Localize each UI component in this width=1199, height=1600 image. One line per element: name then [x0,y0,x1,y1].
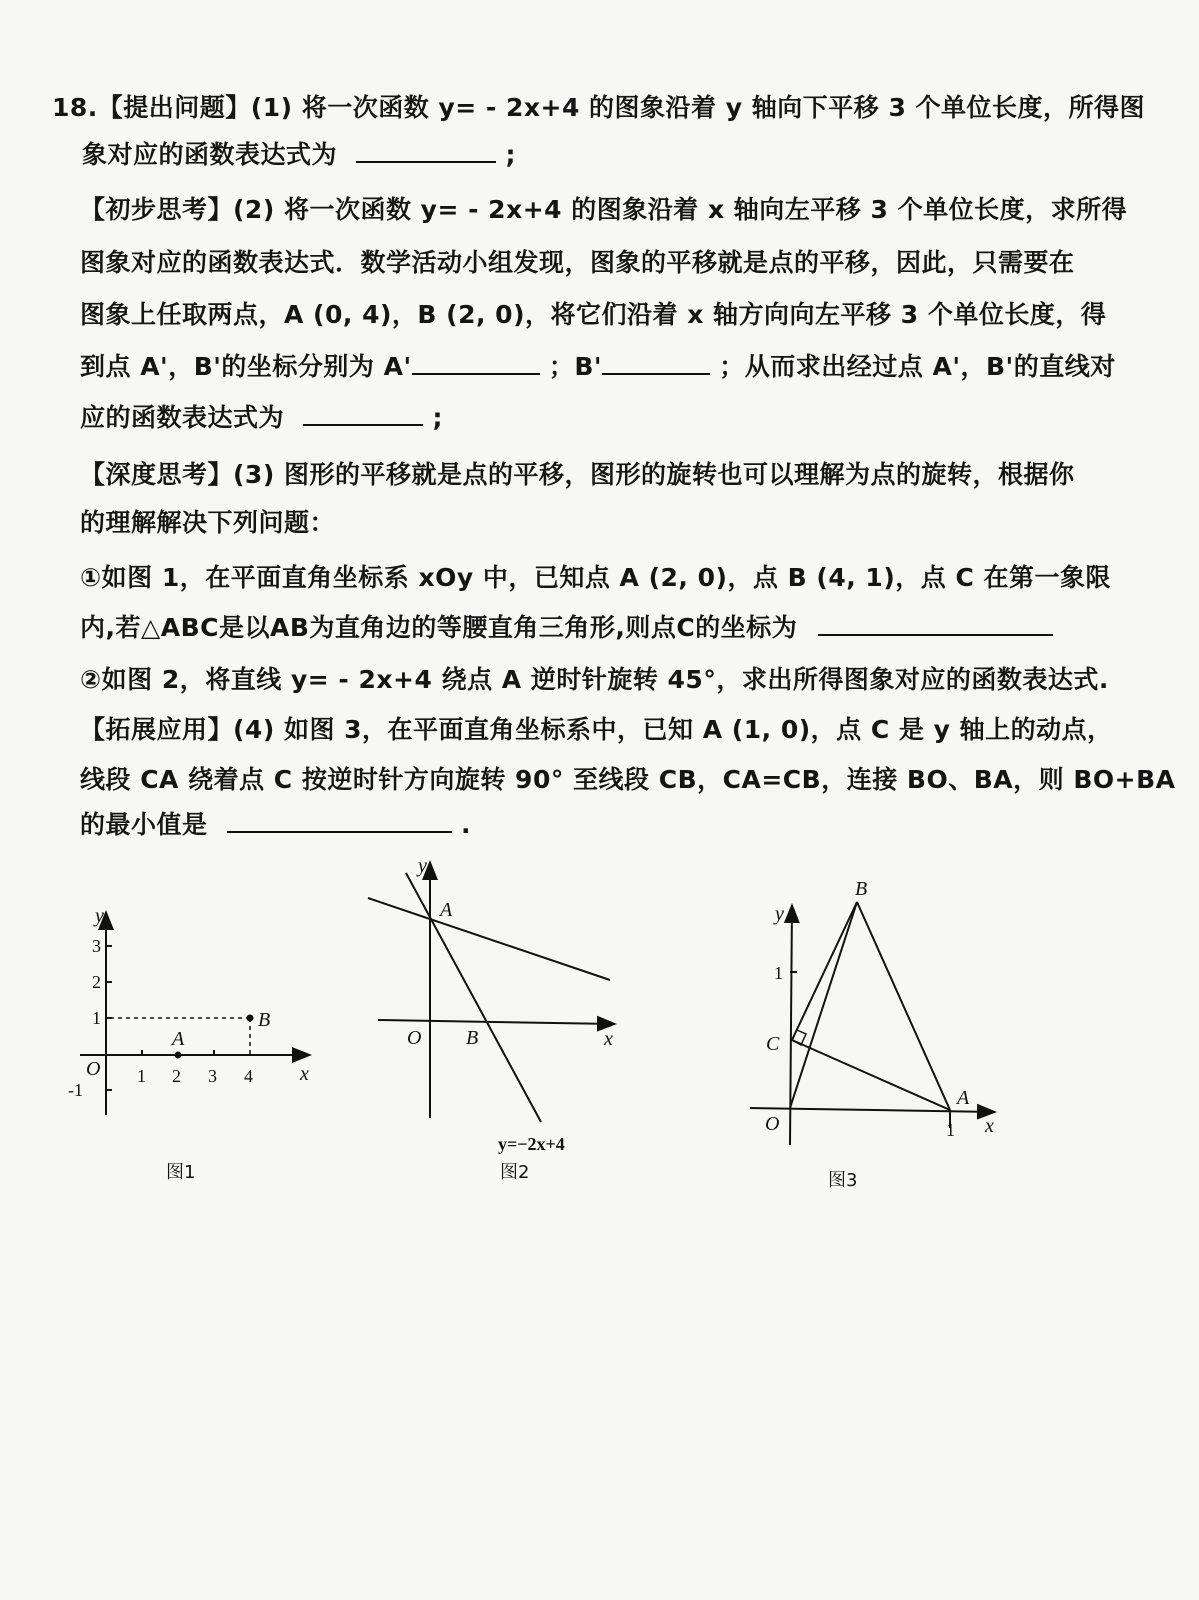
q-line-4: 图象对应的函数表达式．数学活动小组发现，图象的平移就是点的平移，因此，只需要在 [80,248,1075,277]
y-tick: 1 [774,963,783,983]
x-tick: 4 [244,1066,253,1086]
figure-1 [80,912,310,1115]
segment-cb [792,902,857,1040]
q-line-5: 图象上任取两点，A (0, 4)，B (2, 0)，将它们沿着 x 轴方向向左平移 3 个单位长度，得 [80,300,1107,329]
q-line-12: ②如图 2，将直线 y= - 2x+4 绕点 A 逆时针旋转 45°，求出所得图象对应的函数表达式. [80,665,1109,694]
y-tick: 1 [92,1008,101,1028]
punct: . [460,810,471,839]
label-b: B [855,878,868,900]
x-tick: 2 [172,1066,181,1086]
text: 到点 A'，B'的坐标分别为 A' [80,352,412,381]
q-line-14: 线段 CA 绕着点 C 按逆时针方向旋转 90° 至线段 CB，CA=CB，连接 BO、BA，则 BO+BA [80,765,1176,794]
label-b: B [258,1009,271,1031]
x-tick: 3 [208,1066,217,1086]
text: ；从而求出经过点 A'，B'的直线对 [719,352,1116,381]
rotated-line [368,898,610,980]
q-line-10: ①如图 1，在平面直角坐标系 xOy 中，已知点 A (2, 0)，点 B (4, 1)，点 C 在第一象限 [80,563,1112,592]
label-a: A [172,1028,185,1050]
label-a: A [440,899,453,921]
segment-bo [790,902,857,1108]
segment-ba [857,902,950,1110]
punct: ; [432,403,443,432]
y-tick: 2 [92,972,101,992]
label-y: y [418,855,427,877]
figure-caption: 图2 [500,1162,530,1183]
question-number: 18. [52,93,98,122]
label-y: y [95,905,104,927]
label-y: y [775,903,784,925]
label-b: B [466,1027,479,1049]
figure-caption: 图1 [166,1162,196,1183]
point-b [248,1016,253,1021]
text: 【提出问题】(1) 将一次函数 y= - 2x+4 的图象沿着 y 轴向下平移 3 个单位长度，所得图 [97,93,1146,122]
line-label: y=−2x+4 [498,1134,565,1154]
x-axis [378,1020,615,1024]
q-line-3: 【初步思考】(2) 将一次函数 y= - 2x+4 的图象沿着 x 轴向左平移 3 个单位长度，求所得 [80,195,1128,224]
label-c: C [766,1033,780,1055]
label-o: O [765,1113,780,1135]
y-tick: -1 [68,1080,83,1100]
label-x: x [300,1063,309,1085]
text: 的最小值是 [80,810,208,839]
figure-caption: 图3 [828,1170,858,1191]
text: 内,若△ABC是以AB为直角边的等腰直角三角形,则点C的坐标为 [80,613,798,642]
text: 象对应的函数表达式为 [82,140,338,169]
x-tick: 1 [137,1066,146,1086]
label-x: x [604,1028,613,1050]
text: 应的函数表达式为 [80,403,285,432]
figure-2 [368,862,615,1122]
q-line-13: 【拓展应用】(4) 如图 3，在平面直角坐标系中，已知 A (1, 0)，点 C 是 y 轴上的动点， [80,715,1113,744]
text: ；B' [548,352,603,381]
label-x: x [985,1115,994,1137]
label-o: O [86,1058,101,1080]
q-line-8: 【深度思考】(3) 图形的平移就是点的平移，图形的旋转也可以理解为点的旋转，根据你 [80,460,1075,489]
y-tick: 3 [92,936,101,956]
label-o: O [407,1027,422,1049]
segment-ca [792,1040,950,1110]
line-y-eq-neg2x-plus4 [406,873,541,1122]
label-a: A [957,1087,970,1109]
punct: ; [505,140,516,169]
point-a [176,1053,181,1058]
x-tick: 1 [946,1120,955,1140]
q-line-9: 的理解解决下列问题： [80,508,336,537]
